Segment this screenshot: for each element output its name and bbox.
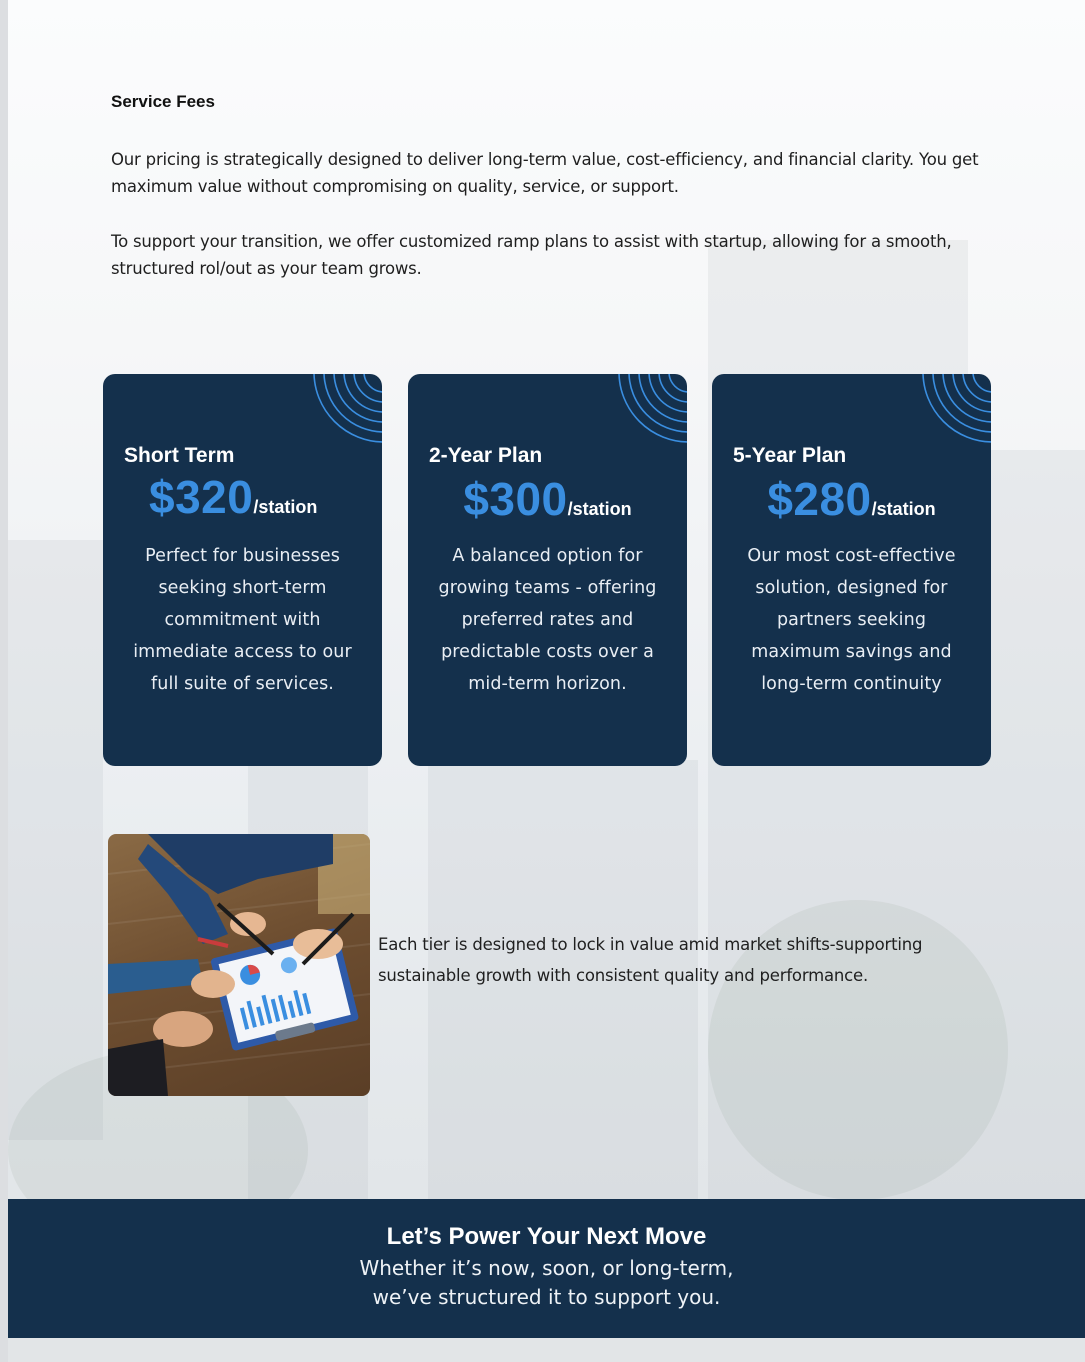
plan-description: Our most cost-effective solution, designed for partners seeking maximum savings and long-term continuity [747,546,956,694]
transition-paragraph: To support your transition, we offer customized ramp plans to assist with startup, allowing for a smooth, structured rol/out as your team grows. [111,232,952,278]
price-row [408,472,687,526]
document-page [8,0,1085,1362]
concentric-rings-icon [609,374,687,448]
plan-price: $280 [767,473,872,525]
concentric-rings-icon [304,374,382,448]
footer-title: Let’s Power Your Next Move [386,1223,707,1250]
plan-card-2-year [408,374,687,766]
meeting-photo-illustration [108,834,370,1096]
price-unit: /station [567,499,632,519]
plan-title: Short Term [124,444,235,467]
plan-title: 5-Year Plan [733,444,847,467]
footer-line-1: Whether it’s now, soon, or long-term, [359,1256,734,1280]
price-row [103,470,382,524]
page-edge [0,0,8,1362]
concentric-rings-icon [913,374,991,448]
background-building [8,540,103,1140]
footer-banner [8,1199,1085,1338]
plan-price: $300 [463,473,568,525]
price-unit: /station [253,497,318,517]
plan-card-5-year [712,374,991,766]
price-unit: /station [871,499,936,519]
footer-line-2: we’ve structured it to support you. [372,1285,721,1309]
plan-description: A balanced option for growing teams - offering preferred rates and predictable costs over a mid-term horizon. [438,546,657,694]
intro-paragraph: Our pricing is strategically designed to deliver long-term value, cost-efficiency, and financial clarity. You get maximum value without compromising on quality, service, or support. [111,150,979,196]
plan-price: $320 [149,471,254,523]
meeting-photo [108,834,370,1096]
plan-card-short-term [103,374,382,766]
plan-description: Perfect for businesses seeking short-term commitment with immediate access to our full suite of services. [133,546,352,694]
price-row [712,472,991,526]
tier-description: Each tier is designed to lock in value amid market shifts-supporting sustainable growth with consistent quality and performance. [378,935,923,985]
section-heading: Service Fees [111,92,215,111]
bottom-strip [8,1338,1085,1362]
plan-title: 2-Year Plan [429,444,543,467]
